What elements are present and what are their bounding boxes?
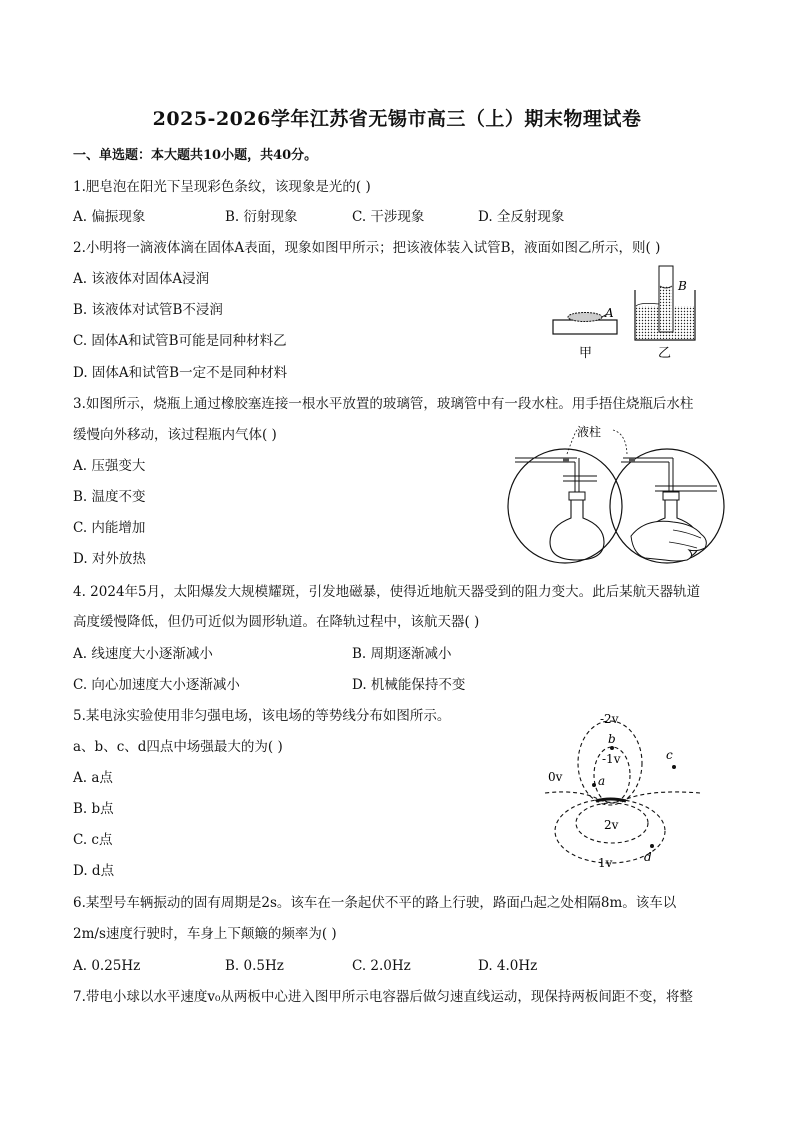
q5-label-2v: 2v [604, 818, 619, 832]
question-7-stem-line1: 7.带电小球以水平速度v₀从两板中心进入图甲所示电容器后做匀速直线运动，现保持两板间距不变，将整 [73, 989, 693, 1005]
q4-option-c: C. 向心加速度大小逐渐减小 [73, 677, 240, 693]
q5-option-d: D. d点 [73, 863, 115, 879]
q5-point-c: c [666, 748, 673, 762]
q2-option-d: D. 固体A和试管B一定不是同种材料 [73, 365, 288, 381]
q2-label-jia: 甲 [579, 346, 593, 361]
question-5-stem-line2: a、b、c、d四点中场强最大的为( ) [73, 739, 283, 755]
question-4-stem-line2: 高度缓慢降低，但仍可近似为圆形轨道。在降轨过程中，该航天器( ) [73, 614, 480, 630]
q6-option-b: B. 0.5Hz [225, 958, 284, 974]
q3-option-b: B. 温度不变 [73, 489, 146, 505]
question-3-stem-line2: 缓慢向外移动，该过程瓶内气体( ) [73, 427, 277, 443]
q2-label-yi: 乙 [658, 346, 672, 361]
question-4-stem-line1: 4. 2024年5月，太阳爆发大规模耀斑，引发地磁暴，使得近地航天器受到的阻力变大。此后某航天器轨道 [73, 584, 701, 600]
q1-option-b: B. 衍射现象 [225, 209, 298, 225]
q5-option-b: B. b点 [73, 801, 114, 817]
q5-point-a: a [598, 774, 606, 788]
q5-option-c: C. c点 [73, 832, 113, 848]
q3-label-liquid-column: 液柱 [577, 425, 602, 439]
q2-option-a: A. 该液体对固体A浸润 [73, 271, 210, 287]
q2-figure [545, 262, 715, 362]
q5-label-neg1v: -1v [602, 752, 621, 766]
question-1-stem: 1.肥皂泡在阳光下呈现彩色条纹，该现象是光的( ) [73, 179, 371, 195]
q5-option-a: A. a点 [73, 770, 113, 786]
q1-option-a: A. 偏振现象 [73, 209, 146, 225]
page-title: 2025-2026学年江苏省无锡市高三（上）期末物理试卷 [152, 108, 642, 130]
question-2-stem: 2.小明将一滴液体滴在固体A表面，现象如图甲所示；把该液体装入试管B，液面如图乙所示，则( ) [73, 240, 661, 256]
q3-option-a: A. 压强变大 [73, 458, 146, 474]
q5-label-neg2v: -2v [600, 712, 619, 726]
q3-option-c: C. 内能增加 [73, 520, 146, 536]
q2-label-a: A [605, 306, 614, 320]
q6-option-a: A. 0.25Hz [73, 958, 141, 974]
question-5-stem-line1: 5.某电泳实验使用非匀强电场，该电场的等势线分布如图所示。 [73, 708, 451, 724]
q3-figure [505, 418, 727, 568]
q4-option-a: A. 线速度大小逐渐减小 [73, 646, 213, 662]
question-6-stem-line2: 2m/s速度行驶时，车身上下颠簸的频率为( ) [73, 926, 337, 942]
q4-option-d: D. 机械能保持不变 [352, 677, 466, 693]
q2-option-c: C. 固体A和试管B可能是同种材料乙 [73, 333, 287, 349]
q5-point-b: b [608, 732, 616, 746]
q5-label-1v: 1v [598, 856, 613, 870]
q4-option-b: B. 周期逐渐减小 [352, 646, 452, 662]
q5-figure [540, 705, 705, 873]
q5-point-d: d [644, 850, 652, 864]
q6-option-c: C. 2.0Hz [352, 958, 411, 974]
question-3-stem-line1: 3.如图所示，烧瓶上通过橡胶塞连接一根水平放置的玻璃管，玻璃管中有一段水柱。用手捂住烧瓶后水柱 [73, 396, 694, 412]
q5-label-0v: 0v [548, 770, 563, 784]
q3-option-d: D. 对外放热 [73, 551, 146, 567]
q1-option-d: D. 全反射现象 [478, 209, 565, 225]
question-6-stem-line1: 6.某型号车辆振动的固有周期是2s。该车在一条起伏不平的路上行驶，路面凸起之处相隔8m。该车以 [73, 895, 677, 911]
q6-option-d: D. 4.0Hz [478, 958, 538, 974]
q2-option-b: B. 该液体对试管B不浸润 [73, 302, 223, 318]
section-heading: 一、单选题：本大题共10小题，共40分。 [73, 148, 318, 163]
q2-label-b: B [678, 279, 687, 293]
q1-option-c: C. 干涉现象 [352, 209, 425, 225]
